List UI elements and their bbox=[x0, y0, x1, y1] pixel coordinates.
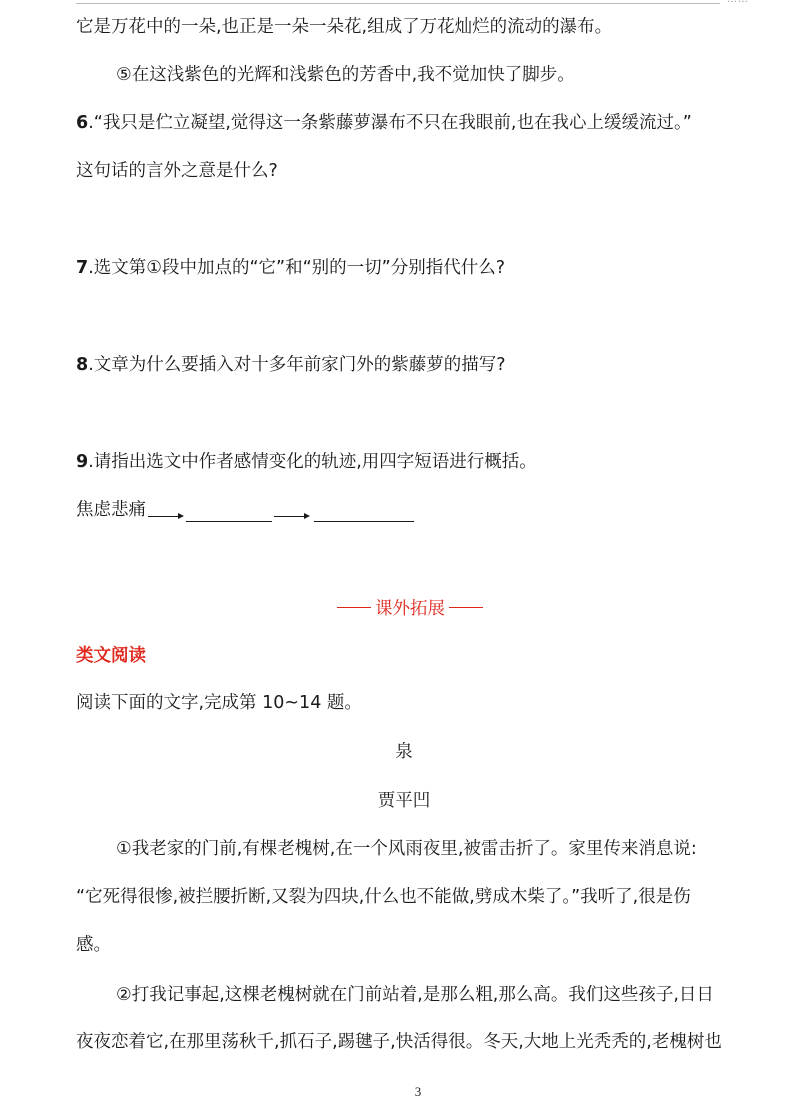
title-rule-left bbox=[337, 607, 371, 608]
question-number: 9 bbox=[76, 452, 89, 472]
article-line: 感。 bbox=[76, 935, 111, 955]
article-line: ①我老家的门前,有棵老槐树,在一个风雨夜里,被雷击折了。家里传来消息说: bbox=[116, 839, 697, 859]
page-number: 3 bbox=[414, 1084, 422, 1099]
header-mark bbox=[727, 0, 749, 5]
answer-blank-1[interactable] bbox=[186, 501, 272, 522]
emotion-start: 焦虑悲痛 bbox=[76, 500, 146, 520]
question-7 bbox=[76, 256, 505, 280]
question-6-continued: 这句话的言外之意是什么? bbox=[76, 161, 278, 181]
instruction-line: 阅读下面的文字,完成第 10~14 题。 bbox=[76, 693, 362, 713]
arrow-right-icon bbox=[148, 510, 184, 522]
title-rule-right bbox=[449, 607, 483, 608]
section-subhead: 类文阅读 bbox=[76, 646, 146, 666]
article-line: “它死得很惨,被拦腰折断,又裂为四块,什么也不能做,劈成木柴了。”我听了,很是伤 bbox=[76, 887, 691, 907]
question-text: .请指出选文中作者感情变化的轨迹,用四字短语进行概括。 bbox=[88, 452, 537, 472]
question-text: .“我只是伫立凝望,觉得这一条紫藤萝瀑布不只在我眼前,也在我心上缓缓流过。” bbox=[88, 113, 692, 133]
article-author: 贾平凹 bbox=[377, 791, 431, 811]
question-9 bbox=[76, 450, 537, 474]
arrow-right-icon bbox=[274, 510, 310, 522]
question-6 bbox=[76, 111, 692, 135]
passage-line: 它是万花中的一朵,也正是一朵一朵花,组成了万花灿烂的流动的瀑布。 bbox=[76, 17, 613, 37]
article-line: ②打我记事起,这棵老槐树就在门前站着,是那么粗,那么高。我们这些孩子,日日 bbox=[116, 985, 714, 1005]
question-number: 8 bbox=[76, 355, 89, 375]
article-line: 夜夜恋着它,在那里荡秋千,抓石子,踢毽子,快活得很。冬天,大地上光秃秃的,老槐树也 bbox=[76, 1032, 722, 1052]
emotion-chain bbox=[76, 498, 414, 522]
header-rule bbox=[76, 3, 720, 4]
question-text: .选文第①段中加点的“它”和“别的一切”分别指代什么? bbox=[88, 258, 505, 278]
question-number: 6 bbox=[76, 113, 89, 133]
question-text: .文章为什么要插入对十多年前家门外的紫藤萝的描写? bbox=[88, 355, 506, 375]
article-title: 泉 bbox=[395, 742, 413, 762]
answer-blank-2[interactable] bbox=[314, 501, 414, 522]
section-title bbox=[300, 595, 520, 619]
section-title-text: 课外拓展 bbox=[375, 598, 445, 619]
question-number: 7 bbox=[76, 258, 89, 278]
passage-line: ⑤在这浅紫色的光辉和浅紫色的芳香中,我不觉加快了脚步。 bbox=[116, 65, 575, 85]
question-8 bbox=[76, 353, 506, 377]
